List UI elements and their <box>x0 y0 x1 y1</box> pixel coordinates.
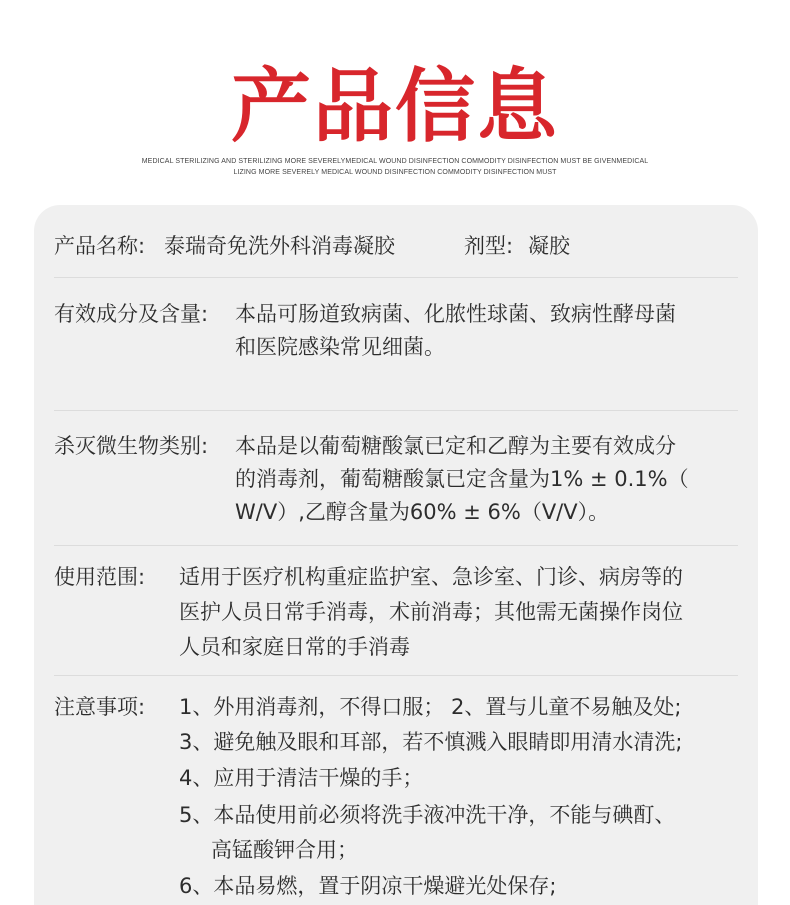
microbe-line-2: 的消毒剂，葡萄糖酸氯已定含量为1% ± 0.1%（ <box>235 467 689 491</box>
effect-line-1: 本品可肠道致病菌、化脓性球菌、致病性酵母菌 <box>235 302 676 326</box>
notes-line-1: 1、外用消毒剂，不得口服； 2、置与儿童不易触及处; <box>179 695 682 719</box>
notes-line-5: 高锰酸钾合用； <box>211 838 358 862</box>
product-name-value: 泰瑞奇免洗外科消毒凝胶 <box>164 234 395 258</box>
microbe-line-1: 本品是以葡萄糖酸氯已定和乙醇为主要有效成分 <box>235 434 676 458</box>
subtitle-line-2: LIZING MORE SEVERELY MEDICAL WOUND DISINFECTION COMMODITY DISINFECTION MUST <box>233 169 557 176</box>
notes-label: 注意事项: <box>54 695 146 719</box>
scope-line-1: 适用于医疗机构重症监护室、急诊室、门诊、病房等的 <box>179 565 683 589</box>
divider <box>54 277 738 278</box>
notes-line-3: 4、应用于清洁干燥的手； <box>179 766 424 790</box>
info-card <box>34 205 758 905</box>
scope-line-2: 医护人员日常手消毒，术前消毒；其他需无菌操作岗位 <box>179 600 683 624</box>
notes-line-4: 5、本品使用前必须将洗手液冲洗干净，不能与碘酊、 <box>179 803 676 827</box>
divider <box>54 410 738 411</box>
page-title: 产品信息 <box>231 60 559 153</box>
effect-line-2: 和医院感染常见细菌。 <box>235 335 445 359</box>
notes-line-6: 6、本品易燃，置于阴凉干燥避光处保存; <box>179 874 557 898</box>
microbe-line-3: W/V）,乙醇含量为60% ± 6%（V/V）。 <box>235 500 610 524</box>
notes-line-2: 3、避免触及眼和耳部，若不慎溅入眼睛即用清水清洗; <box>179 730 683 754</box>
dosage-form-value: 凝胶 <box>528 234 570 258</box>
effect-label: 有效成分及含量: <box>54 302 209 326</box>
microbe-label: 杀灭微生物类别: <box>54 434 209 458</box>
scope-label: 使用范围: <box>54 565 146 589</box>
dosage-form-label: 剂型: <box>464 234 514 258</box>
product-name-label: 产品名称: <box>54 234 146 258</box>
divider <box>54 545 738 546</box>
divider <box>54 675 738 676</box>
subtitle-line-1: MEDICAL STERILIZING AND STERILIZING MORE SEVERELYMEDICAL WOUND DISINFECTION COMMODITY DISINFECTION MUST BE GIVENMEDICAL <box>141 158 649 165</box>
header <box>0 0 790 205</box>
scope-line-3: 人员和家庭日常的手消毒 <box>179 635 410 659</box>
